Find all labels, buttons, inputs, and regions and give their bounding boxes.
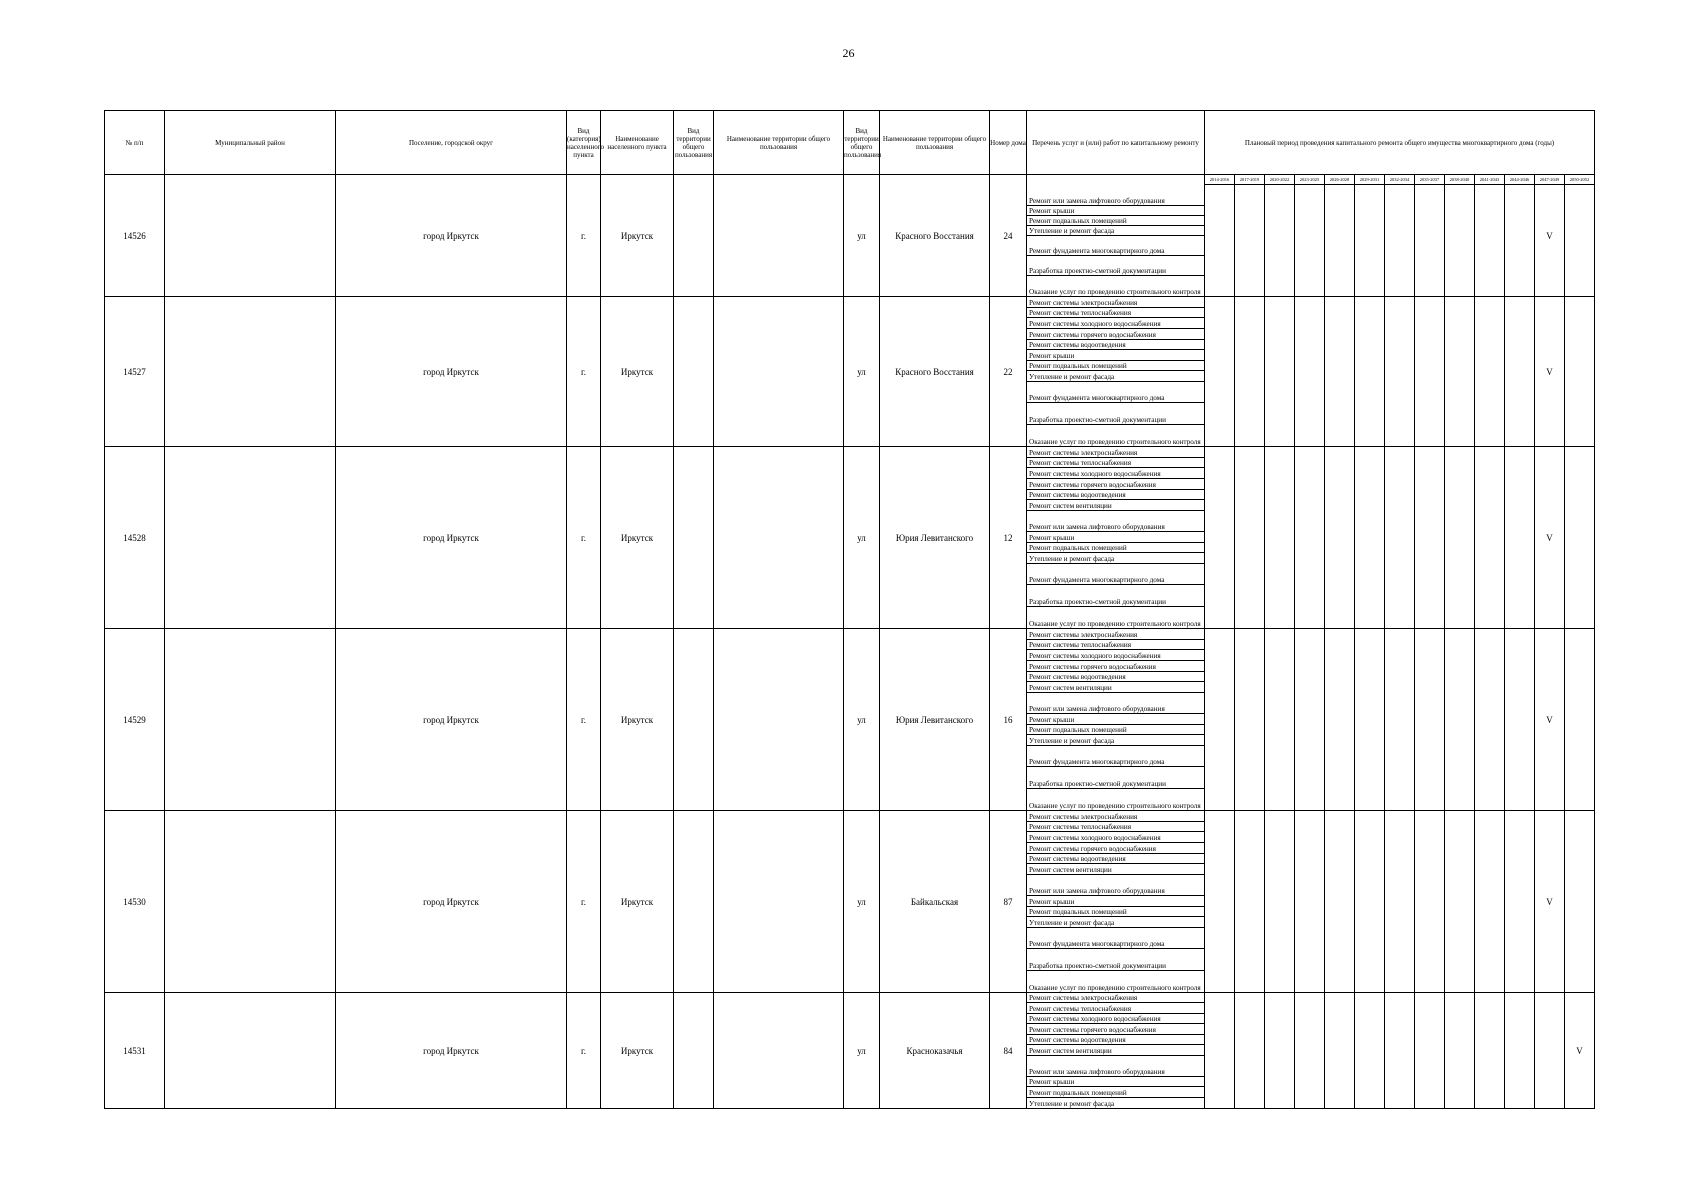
table-row [105, 175, 1595, 297]
row-number: 14529 [105, 629, 165, 811]
period-cell [1445, 993, 1475, 1109]
period-cell [1265, 629, 1295, 811]
period-cell [1415, 629, 1445, 811]
planned-period-mark [1535, 175, 1565, 297]
period-cell [1235, 993, 1265, 1109]
work-item: Ремонт системы холодного водоснабжения [1027, 832, 1204, 843]
district-cell [165, 297, 336, 447]
street-name-cell: Байкальская [880, 811, 990, 993]
period-cell [1565, 175, 1595, 297]
work-item: Ремонт или замена лифтового оборудования [1027, 511, 1204, 532]
row-number: 14527 [105, 297, 165, 447]
work-item: Оказание услуг по проведению строительного контроля [1029, 437, 1201, 446]
work-item: Утепление и ремонт фасада [1027, 735, 1204, 746]
work-item: Ремонт фундамента многоквартирного дома [1027, 564, 1204, 585]
period-cell [1505, 175, 1535, 297]
period-cell [1415, 447, 1445, 629]
period-year-label: 2020-2022 [1265, 175, 1294, 185]
work-item: Ремонт системы горячего водоснабжения [1027, 479, 1204, 490]
period-year-label: 2050-2052 [1565, 175, 1594, 185]
period-cell [1535, 993, 1565, 1109]
settlement-cell: город Иркутск [336, 447, 567, 629]
house-number-cell: 24 [990, 175, 1027, 297]
work-item: Ремонт системы теплоснабжения [1027, 822, 1204, 833]
locality-type-cell: г. [567, 175, 601, 297]
row-number: 14526 [105, 175, 165, 297]
works-list-cell [1027, 811, 1205, 993]
row-number: 14528 [105, 447, 165, 629]
period-year-label: 2023-2025 [1295, 175, 1324, 185]
work-item: Ремонт системы горячего водоснабжения [1027, 661, 1204, 672]
locality-name-cell: Иркутск [601, 447, 674, 629]
street-name-cell: Юрия Левитанского [880, 447, 990, 629]
works-list-cell [1027, 297, 1205, 447]
period-cell [1505, 811, 1535, 993]
work-item: Разработка проектно-сметной документации [1027, 767, 1204, 788]
work-item: Ремонт фундамента многоквартирного дома [1027, 928, 1204, 949]
period-cell [1355, 175, 1385, 297]
header-territory-type: Вид территории общего пользования [674, 111, 714, 175]
district-cell [165, 629, 336, 811]
period-year-label: 2044-2046 [1505, 175, 1534, 185]
work-item: Разработка проектно-сметной документации [1027, 949, 1204, 970]
period-cell [1445, 175, 1475, 297]
period-cell [1445, 297, 1475, 447]
table-row [105, 297, 1595, 447]
work-item: Ремонт системы водоотведения [1027, 490, 1204, 501]
period-cell [1205, 629, 1235, 811]
period-cell [1475, 447, 1505, 629]
period-year-label: 2026-2028 [1325, 175, 1354, 185]
locality-type-cell: г. [567, 297, 601, 447]
street-name-cell: Красного Восстания [880, 297, 990, 447]
period-cell [1385, 811, 1415, 993]
period-cell [1385, 297, 1415, 447]
work-item: Ремонт системы теплоснабжения [1027, 458, 1204, 469]
street-type-cell: ул [844, 629, 880, 811]
territory-type-cell [674, 993, 714, 1109]
period-cell [1505, 297, 1535, 447]
period-cell [1385, 175, 1415, 297]
works-list-cell [1027, 447, 1205, 629]
work-item: Утепление и ремонт фасада [1027, 226, 1204, 236]
header-territory-name: Наименование территории общего пользования [714, 111, 844, 175]
period-cell [1355, 811, 1385, 993]
work-item: Ремонт системы электроснабжения [1027, 993, 1204, 1003]
period-cell [1415, 297, 1445, 447]
period-cell [1355, 993, 1385, 1109]
work-item: Утепление и ремонт фасада [1029, 1099, 1115, 1108]
work-item: Ремонт системы электроснабжения [1027, 811, 1204, 822]
work-item: Ремонт системы электроснабжения [1027, 297, 1204, 308]
period-cell [1235, 297, 1265, 447]
settlement-cell: город Иркутск [336, 993, 567, 1109]
period-cell [1295, 811, 1325, 993]
locality-type-cell: г. [567, 811, 601, 993]
period-cell [1445, 811, 1475, 993]
works-list [1027, 811, 1204, 992]
work-item: Ремонт подвальных помещений [1027, 725, 1204, 736]
street-type-cell: ул [844, 297, 880, 447]
locality-type-cell: г. [567, 447, 601, 629]
planned-period-mark: V [1535, 811, 1565, 993]
locality-name-cell: Иркутск [601, 993, 674, 1109]
work-item: Ремонт крыши [1027, 206, 1204, 216]
house-number-cell: 12 [990, 447, 1027, 629]
period-cell [1475, 811, 1505, 993]
settlement-cell: город Иркутск [336, 629, 567, 811]
district-cell [165, 811, 336, 993]
locality-name-cell: Иркутск [601, 175, 674, 297]
period-cell [1415, 993, 1445, 1109]
period-cell [1505, 447, 1535, 629]
work-item: Ремонт крыши [1027, 350, 1204, 361]
period-cell [1265, 447, 1295, 629]
work-item: Ремонт системы водоотведения [1027, 672, 1204, 683]
row-number: 14531 [105, 993, 165, 1109]
work-item: Ремонт крыши [1027, 896, 1204, 907]
work-item: Ремонт подвальных помещений [1027, 1087, 1204, 1097]
works-list-cell [1027, 175, 1205, 297]
work-item: Ремонт фундамента многоквартирного дома [1027, 382, 1204, 403]
work-item: Ремонт системы теплоснабжения [1027, 640, 1204, 651]
work-item: Ремонт систем вентиляции [1027, 864, 1204, 875]
period-cell [1445, 629, 1475, 811]
street-type-cell: ул [844, 447, 880, 629]
header-house: Номер дома [990, 111, 1027, 175]
work-item: Ремонт подвальных помещений [1027, 907, 1204, 918]
period-cell [1325, 447, 1355, 629]
work-item: Ремонт системы водоотведения [1027, 340, 1204, 351]
works-list [1027, 993, 1204, 1108]
locality-type-cell: г. [567, 629, 601, 811]
period-cell [1235, 447, 1265, 629]
period-cell [1265, 297, 1295, 447]
period-cell [1385, 993, 1415, 1109]
table-row [105, 811, 1595, 993]
territory-name-cell [714, 297, 844, 447]
work-item: Ремонт фундамента многоквартирного дома [1027, 236, 1204, 256]
works-list [1027, 447, 1204, 628]
header-district: Муниципальный район [165, 111, 336, 175]
territory-type-cell [674, 175, 714, 297]
period-cell [1415, 811, 1445, 993]
period-cell [1355, 297, 1385, 447]
locality-name-cell: Иркутск [601, 629, 674, 811]
page-number: 26 [842, 46, 855, 60]
work-item: Ремонт крыши [1027, 532, 1204, 543]
header-works: Перечень услуг и (или) работ по капитальному ремонту [1027, 111, 1205, 175]
period-cell [1325, 629, 1355, 811]
planned-period-mark: V [1565, 993, 1595, 1109]
header-plan-period: Плановый период проведения капитального ремонта общего имущества многоквартирного дома (годы) [1205, 111, 1595, 175]
settlement-cell: город Иркутск [336, 175, 567, 297]
work-item: Ремонт системы теплоснабжения [1027, 308, 1204, 319]
house-number-cell: 22 [990, 297, 1027, 447]
period-cell [1235, 811, 1265, 993]
work-item: Ремонт фундамента многоквартирного дома [1027, 746, 1204, 767]
works-list [1027, 629, 1204, 810]
work-item: Ремонт системы холодного водоснабжения [1027, 468, 1204, 479]
work-item: Ремонт подвальных помещений [1027, 543, 1204, 554]
work-item: Утепление и ремонт фасада [1027, 917, 1204, 928]
work-item: Ремонт системы электроснабжения [1027, 447, 1204, 458]
period-year-label: 2041-2043 [1475, 175, 1504, 185]
work-item: Ремонт системы теплоснабжения [1027, 1003, 1204, 1013]
territory-name-cell [714, 629, 844, 811]
period-cell [1325, 297, 1355, 447]
period-cell [1295, 297, 1325, 447]
street-name-cell: Красного Восстания [880, 175, 990, 297]
work-item: Разработка проектно-сметной документации [1027, 403, 1204, 424]
work-item: Ремонт системы горячего водоснабжения [1027, 843, 1204, 854]
territory-type-cell [674, 297, 714, 447]
row-number: 14530 [105, 811, 165, 993]
period-cell [1205, 447, 1235, 629]
work-item: Ремонт или замена лифтового оборудования [1027, 186, 1204, 206]
street-name-cell: Юрия Левитанского [880, 629, 990, 811]
planned-period-mark-text: V [1546, 230, 1553, 241]
period-year-label: 2047-2049 [1535, 175, 1564, 185]
period-cell [1235, 175, 1265, 297]
locality-type-cell: г. [567, 993, 601, 1109]
period-cell [1475, 993, 1505, 1109]
header-num: № п/п [105, 111, 165, 175]
district-cell [165, 447, 336, 629]
work-item: Ремонт системы горячего водоснабжения [1027, 1024, 1204, 1034]
district-cell [165, 175, 336, 297]
table-row [105, 629, 1595, 811]
work-item: Разработка проектно-сметной документации [1027, 256, 1204, 276]
territory-name-cell [714, 175, 844, 297]
period-year-label: 2029-2031 [1355, 175, 1384, 185]
header-street-name: Наименование территории общего пользования [880, 111, 990, 175]
works-list [1027, 175, 1204, 296]
work-item: Ремонт или замена лифтового оборудования [1027, 1056, 1204, 1077]
period-cell [1355, 629, 1385, 811]
planned-period-mark: V [1535, 629, 1565, 811]
work-item: Ремонт системы горячего водоснабжения [1027, 329, 1204, 340]
period-cell [1205, 297, 1235, 447]
period-cell [1235, 629, 1265, 811]
work-item: Ремонт подвальных помещений [1027, 361, 1204, 372]
work-item: Оказание услуг по проведению строительного контроля [1029, 288, 1201, 296]
works-list-cell [1027, 993, 1205, 1109]
work-item: Оказание услуг по проведению строительного контроля [1029, 983, 1201, 992]
header-locality-name: Наименование населенного пункта [601, 111, 674, 175]
work-item: Ремонт системы холодного водоснабжения [1027, 318, 1204, 329]
street-type-cell: ул [844, 175, 880, 297]
period-cell [1325, 175, 1355, 297]
period-cell [1295, 175, 1325, 297]
work-item: Ремонт систем вентиляции [1027, 1045, 1204, 1055]
territory-type-cell [674, 629, 714, 811]
table-row [105, 993, 1595, 1109]
period-year-label: 2017-2019 [1235, 175, 1264, 185]
work-item: Ремонт системы холодного водоснабжения [1027, 1014, 1204, 1024]
territory-type-cell [674, 811, 714, 993]
territory-name-cell [714, 993, 844, 1109]
table-body [105, 175, 1595, 1109]
period-cell [1565, 447, 1595, 629]
work-item: Ремонт или замена лифтового оборудования [1027, 875, 1204, 896]
settlement-cell: город Иркутск [336, 297, 567, 447]
period-cell [1265, 811, 1295, 993]
work-item: Утепление и ремонт фасада [1027, 553, 1204, 564]
period-cell [1295, 993, 1325, 1109]
work-item: Ремонт крыши [1027, 1077, 1204, 1087]
work-item: Ремонт системы водоотведения [1027, 1035, 1204, 1045]
period-cell [1265, 175, 1295, 297]
work-item: Ремонт крыши [1027, 714, 1204, 725]
locality-name-cell: Иркутск [601, 811, 674, 993]
period-cell [1205, 811, 1235, 993]
table-row [105, 447, 1595, 629]
header-row [105, 111, 1595, 175]
street-type-cell: ул [844, 811, 880, 993]
territory-name-cell [714, 811, 844, 993]
period-year-label: 2014-2016 [1205, 175, 1234, 185]
header-settlement: Поселение, городской округ [336, 111, 567, 175]
period-cell [1355, 447, 1385, 629]
territory-name-cell [714, 447, 844, 629]
territory-type-cell [674, 447, 714, 629]
period-cell [1475, 629, 1505, 811]
work-item: Ремонт подвальных помещений [1027, 216, 1204, 226]
locality-name-cell: Иркутск [601, 297, 674, 447]
period-cell [1325, 811, 1355, 993]
house-number-cell: 84 [990, 993, 1027, 1109]
work-item: Ремонт системы водоотведения [1027, 854, 1204, 865]
period-cell [1295, 447, 1325, 629]
works-list-cell [1027, 629, 1205, 811]
work-item: Оказание услуг по проведению строительного контроля [1029, 801, 1201, 810]
work-item: Ремонт системы электроснабжения [1027, 629, 1204, 640]
planned-period-mark: V [1535, 447, 1565, 629]
period-cell [1475, 297, 1505, 447]
street-type-cell: ул [844, 993, 880, 1109]
period-cell [1325, 993, 1355, 1109]
district-cell [165, 993, 336, 1109]
work-item: Ремонт систем вентиляции [1027, 682, 1204, 693]
street-name-cell: Красноказачья [880, 993, 990, 1109]
period-cell [1445, 447, 1475, 629]
period-year-label: 2038-2040 [1445, 175, 1474, 185]
period-cell [1205, 175, 1235, 297]
house-number-cell: 16 [990, 629, 1027, 811]
works-list [1027, 297, 1204, 446]
work-item: Ремонт систем вентиляции [1027, 500, 1204, 511]
settlement-cell: город Иркутск [336, 811, 567, 993]
period-year-label: 2035-2037 [1415, 175, 1444, 185]
planned-period-mark: V [1535, 297, 1565, 447]
work-item: Разработка проектно-сметной документации [1027, 585, 1204, 606]
work-item: Ремонт системы холодного водоснабжения [1027, 650, 1204, 661]
period-cell [1565, 811, 1595, 993]
capital-repair-table-container [104, 110, 1590, 1108]
period-cell [1265, 993, 1295, 1109]
period-cell [1505, 993, 1535, 1109]
work-item: Утепление и ремонт фасада [1027, 371, 1204, 382]
work-item: Ремонт или замена лифтового оборудования [1027, 693, 1204, 714]
period-cell [1385, 629, 1415, 811]
period-cell [1565, 629, 1595, 811]
period-cell [1505, 629, 1535, 811]
period-year-label: 2032-2034 [1385, 175, 1414, 185]
header-street-type: Вид территории общего пользования [844, 111, 880, 175]
period-cell [1415, 175, 1445, 297]
work-item: Оказание услуг по проведению строительного контроля [1029, 619, 1201, 628]
period-cell [1385, 447, 1415, 629]
period-cell [1295, 629, 1325, 811]
capital-repair-table [104, 110, 1595, 1109]
period-cell [1205, 993, 1235, 1109]
period-cell [1475, 175, 1505, 297]
header-locality-type: Вид (категория) населенного пункта [567, 111, 601, 175]
period-cell [1565, 297, 1595, 447]
house-number-cell: 87 [990, 811, 1027, 993]
